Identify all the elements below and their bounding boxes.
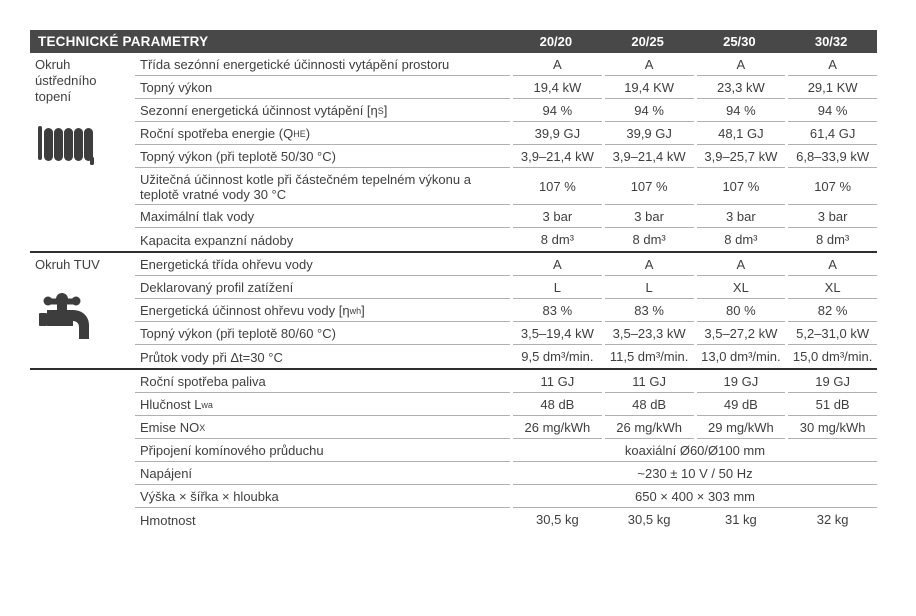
param-value-20-25: L bbox=[605, 276, 694, 299]
radiator-icon bbox=[37, 125, 131, 165]
param-value-20-25: 94 % bbox=[605, 99, 694, 122]
param-value-25-30: 19 GJ bbox=[697, 370, 786, 393]
table-row bbox=[135, 416, 877, 439]
table-row bbox=[135, 99, 877, 122]
param-value-20-25: A bbox=[605, 253, 694, 276]
param-value-25-30: 8 dm³ bbox=[724, 232, 758, 247]
param-label: Třída sezónní energetické účinnosti vytápění prostoru bbox=[135, 53, 510, 76]
table-row bbox=[135, 439, 877, 462]
param-value-25-30: XL bbox=[697, 276, 786, 299]
param-value-20-20: 3,9–21,4 kW bbox=[513, 145, 602, 168]
param-label: Topný výkon bbox=[135, 76, 510, 99]
param-label: Topný výkon (při teplotě 80/60 °C) bbox=[135, 322, 510, 345]
param-value-20-25: 19,4 KW bbox=[605, 76, 694, 99]
param-value-30-32: A bbox=[788, 53, 877, 76]
param-value-20-25: 3,5–23,3 kW bbox=[605, 322, 694, 345]
table-section bbox=[30, 253, 877, 368]
param-value-30-32: 5,2–31,0 kW bbox=[788, 322, 877, 345]
param-label: Topný výkon (při teplotě 50/30 °C) bbox=[135, 145, 510, 168]
param-value-20-25: 39,9 GJ bbox=[605, 122, 694, 145]
param-value-20-25: 3 bar bbox=[605, 205, 694, 228]
param-label: Maximální tlak vody bbox=[135, 205, 510, 228]
param-value-25-30: 48,1 GJ bbox=[697, 122, 786, 145]
param-value-20-25: 83 % bbox=[605, 299, 694, 322]
param-label: Průtok vody při Δt=30 °C bbox=[140, 349, 283, 365]
param-value-25-30: 3,5–27,2 kW bbox=[697, 322, 786, 345]
param-value-30-32: XL bbox=[788, 276, 877, 299]
section-label: Okruh TUV bbox=[35, 257, 100, 272]
param-value-30-32: 107 % bbox=[788, 168, 877, 205]
param-label: Sezonní energetická účinnost vytápění [η S ] bbox=[135, 99, 510, 122]
table-row bbox=[135, 462, 877, 485]
param-value-25-30: 23,3 kW bbox=[697, 76, 786, 99]
param-value-30-32: 29,1 KW bbox=[788, 76, 877, 99]
param-value-20-25: 30,5 kg bbox=[627, 512, 671, 527]
param-label: Energetická třída ohřevu vody bbox=[135, 253, 510, 276]
param-value-20-25: A bbox=[605, 53, 694, 76]
column-header-25-30: 25/30 bbox=[723, 34, 756, 49]
section-label-column bbox=[30, 370, 135, 531]
param-label: Deklarovaný profil zatížení bbox=[135, 276, 510, 299]
technical-parameters-table bbox=[30, 30, 877, 531]
param-value-30-32: 82 % bbox=[788, 299, 877, 322]
tap-icon bbox=[37, 293, 131, 339]
param-value-20-25: 11 GJ bbox=[605, 370, 694, 393]
param-value-20-25: 8 dm³ bbox=[632, 232, 666, 247]
param-value-20-20: 30,5 kg bbox=[536, 512, 579, 527]
param-value-30-32: 94 % bbox=[788, 99, 877, 122]
param-value-all-models: ~230 ± 10 V / 50 Hz bbox=[513, 462, 877, 485]
section-label-column bbox=[30, 53, 135, 251]
param-value-20-25: 11,5 dm³/min. bbox=[609, 349, 689, 364]
param-label: Připojení komínového průduchu bbox=[135, 439, 510, 462]
table-title: TECHNICKÉ PARAMETRY bbox=[38, 34, 209, 49]
param-value-20-20: L bbox=[513, 276, 602, 299]
param-value-20-20: 11 GJ bbox=[513, 370, 602, 393]
column-header-20-20: 20/20 bbox=[539, 34, 573, 49]
table-row bbox=[135, 322, 877, 345]
param-value-20-20: 39,9 GJ bbox=[513, 122, 602, 145]
table-row bbox=[135, 276, 877, 299]
table-row bbox=[135, 53, 877, 76]
param-value-30-32: 19 GJ bbox=[788, 370, 877, 393]
param-value-30-32: 61,4 GJ bbox=[788, 122, 877, 145]
param-value-30-32: 51 dB bbox=[788, 393, 877, 416]
table-row bbox=[135, 122, 877, 145]
param-value-25-30: 107 % bbox=[697, 168, 786, 205]
param-label: Roční spotřeba energie (Q HE ) bbox=[135, 122, 510, 145]
param-value-25-30: 3,9–25,7 kW bbox=[697, 145, 786, 168]
param-value-30-32: 8 dm³ bbox=[816, 232, 850, 247]
table-row bbox=[135, 145, 877, 168]
param-value-20-20: 107 % bbox=[513, 168, 602, 205]
table-row bbox=[135, 485, 877, 508]
param-value-30-32: 6,8–33,9 kW bbox=[788, 145, 877, 168]
param-label: Energetická účinnost ohřevu vody [η wh ] bbox=[135, 299, 510, 322]
param-value-30-32: 30 mg/kWh bbox=[788, 416, 877, 439]
param-value-20-20: 3,5–19,4 kW bbox=[513, 322, 602, 345]
param-value-25-30: 49 dB bbox=[697, 393, 786, 416]
param-value-20-20: 26 mg/kWh bbox=[513, 416, 602, 439]
param-value-all-models: koaxiální Ø60/Ø100 mm bbox=[513, 439, 877, 462]
section-rows bbox=[135, 370, 877, 531]
table-body bbox=[30, 53, 877, 531]
table-row bbox=[135, 253, 877, 276]
table-section bbox=[30, 53, 877, 251]
param-value-20-20: 3 bar bbox=[513, 205, 602, 228]
table-row bbox=[135, 76, 877, 99]
param-value-25-30: 3 bar bbox=[697, 205, 786, 228]
table-row bbox=[135, 393, 877, 416]
param-value-20-20: 19,4 kW bbox=[513, 76, 602, 99]
table-row bbox=[135, 299, 877, 322]
param-value-30-32: 32 kg bbox=[816, 512, 849, 527]
param-value-20-20: 48 dB bbox=[513, 393, 602, 416]
column-header-30-32: 30/32 bbox=[814, 34, 848, 49]
param-value-25-30: 29 mg/kWh bbox=[697, 416, 786, 439]
param-value-30-32: 15,0 dm³/min. bbox=[792, 349, 873, 364]
param-value-20-20: 9,5 dm³/min. bbox=[521, 349, 594, 364]
table-row bbox=[135, 168, 877, 205]
param-value-25-30: 94 % bbox=[697, 99, 786, 122]
section-label-column bbox=[30, 253, 135, 368]
param-value-all-models: 650 × 400 × 303 mm bbox=[513, 485, 877, 508]
param-value-20-20: 83 % bbox=[513, 299, 602, 322]
param-value-20-25: 48 dB bbox=[605, 393, 694, 416]
table-section bbox=[30, 370, 877, 531]
param-label: Roční spotřeba paliva bbox=[135, 370, 510, 393]
param-value-20-20: A bbox=[513, 53, 602, 76]
section-label: Okruh ústředního topení bbox=[35, 57, 97, 104]
param-label: Užitečná účinnost kotle při částečném tepelném výkonu a teplotě vratné vody 30 °C bbox=[135, 168, 510, 205]
param-label: Hmotnost bbox=[140, 512, 196, 528]
param-label: Výška × šířka × hloubka bbox=[135, 485, 510, 508]
table-row bbox=[135, 370, 877, 393]
param-value-25-30: A bbox=[697, 53, 786, 76]
param-label: Emise NO X bbox=[135, 416, 510, 439]
param-value-20-20: A bbox=[513, 253, 602, 276]
param-value-25-30: A bbox=[697, 253, 786, 276]
param-value-25-30: 80 % bbox=[697, 299, 786, 322]
table-row bbox=[135, 345, 877, 368]
param-value-20-25: 3,9–21,4 kW bbox=[605, 145, 694, 168]
section-rows bbox=[135, 253, 877, 368]
param-label: Napájení bbox=[135, 462, 510, 485]
param-value-30-32: 3 bar bbox=[788, 205, 877, 228]
param-value-20-20: 8 dm³ bbox=[540, 232, 574, 247]
param-value-25-30: 31 kg bbox=[724, 512, 757, 527]
section-rows bbox=[135, 53, 877, 251]
table-row bbox=[135, 508, 877, 531]
table-header-row bbox=[30, 30, 877, 53]
param-value-20-25: 26 mg/kWh bbox=[605, 416, 694, 439]
param-value-20-20: 94 % bbox=[513, 99, 602, 122]
param-label: Kapacita expanzní nádoby bbox=[140, 232, 294, 248]
param-value-30-32: A bbox=[788, 253, 877, 276]
table-row bbox=[135, 205, 877, 228]
table-row bbox=[135, 228, 877, 251]
column-header-20-25: 20/25 bbox=[631, 34, 664, 49]
param-value-25-30: 13,0 dm³/min. bbox=[701, 349, 781, 364]
param-value-20-25: 107 % bbox=[605, 168, 694, 205]
param-label: Hlučnost L wa bbox=[135, 393, 510, 416]
